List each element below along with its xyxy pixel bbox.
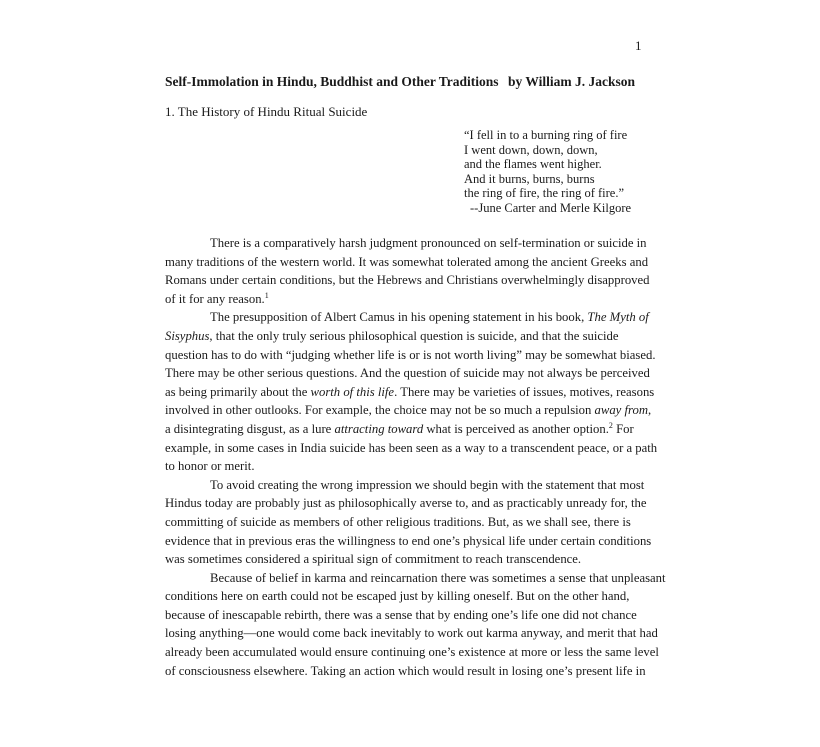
epigraph-line: and the flames went higher.	[464, 157, 602, 171]
epigraph-line: And it burns, burns, burns	[464, 171, 595, 186]
body-line: Because of belief in karma and reincarnation there was sometimes a sense that unpleasant	[210, 570, 666, 585]
body-line: of consciousness elsewhere. Taking an action which would result in losing one’s present life in	[165, 663, 646, 678]
body-line: as being primarily about the worth of this life. There may be varieties of issues, motives, reasons	[165, 384, 655, 399]
body-line: losing anything—one would come back inevitably to work out karma anyway, and merit that had	[165, 626, 658, 641]
body-line: question has to do with “judging whether life is or is not worth living” may be somewhat biased.	[165, 347, 656, 362]
epigraph	[464, 128, 631, 215]
book-title: The Myth of	[587, 310, 649, 325]
epigraph-line: I went down, down, down,	[464, 142, 598, 157]
epigraph-attribution: --June Carter and Merle Kilgore	[470, 200, 632, 215]
body-line: already been accumulated would ensure continuing one’s existence at more or less the same level	[165, 645, 659, 660]
book-title: Sisyphus	[165, 328, 210, 343]
page-number: 1	[635, 38, 642, 53]
body-line: There is a comparatively harsh judgment pronounced on self-termination or suicide in	[210, 236, 647, 250]
body-line: Romans under certain conditions, but the Hebrews and Christians overwhelmingly disapproved	[165, 273, 650, 288]
body-line: Sisyphus, that the only truly serious philosophical question is suicide, and that the suicide	[165, 328, 619, 343]
body-line: conditions here on earth could not be escaped just by killing oneself. But on the other hand,	[165, 589, 630, 604]
body-line: Hindus today are probably just as philosophically averse to, and as practicably unready for, the	[165, 496, 647, 511]
body-line: to honor or merit.	[165, 459, 255, 474]
body-line: a disintegrating disgust, as a lure attracting toward what is perceived as another option.$^2$ For	[165, 420, 634, 436]
body-line: involved in other outlooks. For example, the choice may not be so much a repulsion away from,	[165, 403, 652, 418]
body-line: To avoid creating the wrong impression we should begin with the statement that most	[210, 477, 645, 492]
body-text	[165, 234, 666, 680]
body-line: was sometimes considered a spiritual sign of commitment to reach transcendence.	[165, 552, 582, 567]
body-line: many traditions of the western world. It was somewhat tolerated among the ancient Greeks and	[165, 254, 649, 269]
author-byline: by William J. Jackson	[508, 74, 636, 89]
footnote-marker[interactable]: 1	[264, 290, 269, 300]
body-line: example, in some cases in India suicide has been seen as a way to a transcendent peace, or a path	[165, 440, 658, 455]
section-heading: 1. The History of Hindu Ritual Suicide	[165, 104, 368, 119]
footnote-marker[interactable]: 2	[608, 420, 613, 430]
body-line: evidence that in previous eras the willingness to end one’s physical life under certain conditions	[165, 533, 652, 548]
body-line: because of inescapable rebirth, there was a sense that by ending one’s life one did not chance	[165, 607, 637, 622]
document-title: Self-Immolation in Hindu, Buddhist and Other Traditions	[165, 74, 499, 89]
body-line: committing of suicide as members of other religious traditions. But, as we shall see, there is	[165, 514, 631, 529]
body-line: The presupposition of Albert Camus in his opening statement in his book, The Myth of	[210, 310, 649, 325]
body-line: There may be other serious questions. And the question of suicide may not always be perceived	[165, 366, 650, 381]
epigraph-line: the ring of fire, the ring of fire.”	[464, 186, 625, 200]
epigraph-line: “I fell in to a burning ring of fire	[464, 128, 628, 142]
body-line: of it for any reason.$^1$	[165, 290, 269, 306]
